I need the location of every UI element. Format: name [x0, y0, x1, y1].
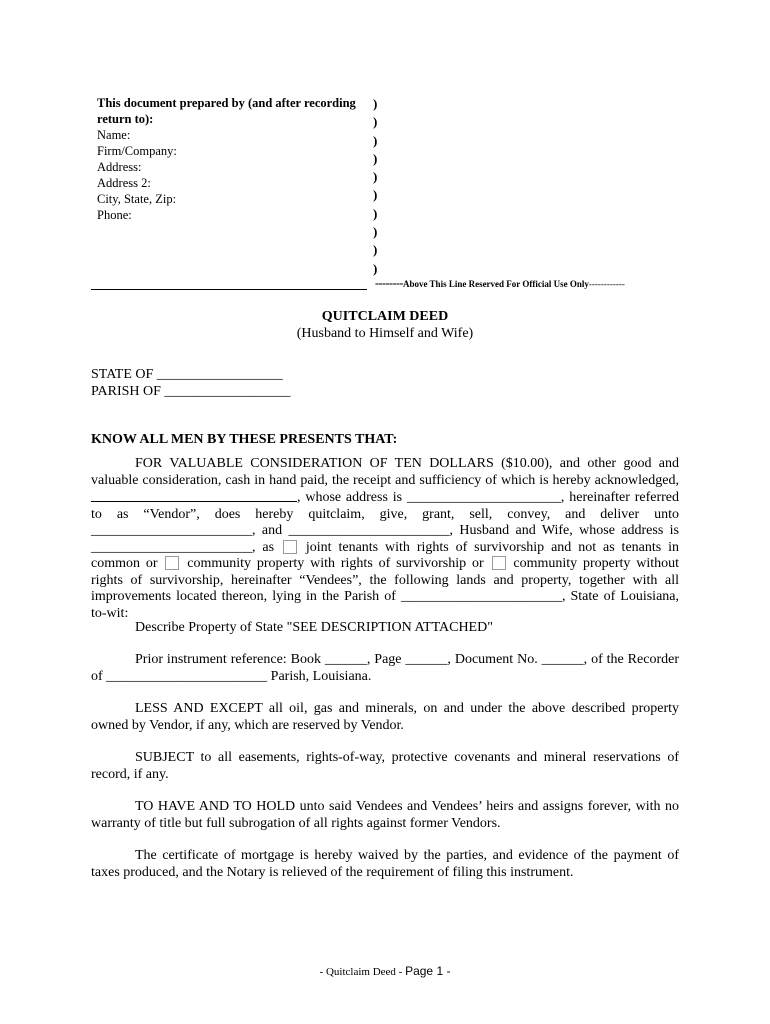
- reserved-line-notice: --------Above This Line Reserved For Official Use Only------------: [375, 276, 625, 290]
- paren: ): [373, 187, 378, 203]
- address2-field-label: Address 2:: [97, 176, 151, 190]
- describe-property-paragraph: Describe Property of State "SEE DESCRIPTION ATTACHED": [135, 620, 493, 635]
- consideration-text-4: community property with rights of survivorship or: [187, 556, 484, 571]
- paren: ): [373, 132, 378, 148]
- paren: ): [373, 242, 378, 258]
- consideration-text-5: community property without rights of survivorship, hereinafter “Vendees”, the following lands and property, together with all improvements located thereon, lying in the Parish of _______________________, State of Louisiana, to-wit:: [91, 556, 680, 621]
- paren-column: [373, 95, 385, 278]
- paren: ): [373, 205, 378, 221]
- footer-page-number: Page 1 -: [405, 964, 451, 978]
- prepared-by-heading: This document prepared by (and after recording return to):: [97, 96, 356, 126]
- paren: ): [373, 224, 378, 240]
- venue-block: [91, 366, 290, 400]
- consideration-text-2: , whose address is ______________________, hereinafter referred to as “Vendor”, does hereby quitclaim, give, grant, sell, convey, and deliver unto _______________________, and _______________________, Husband and Wife, whose address is _______________________, as: [91, 490, 679, 555]
- less-and-except-paragraph: LESS AND EXCEPT all oil, gas and minerals, on and under the above described property owned by Vendor, if any, which are reserved by Vendor.: [91, 701, 679, 733]
- preparer-block: [97, 95, 372, 223]
- state-line: STATE OF __________________: [91, 367, 283, 382]
- footer-doc-name: - Quitclaim Deed -: [319, 966, 406, 978]
- paren: ): [373, 114, 378, 130]
- certificate-paragraph: The certificate of mortgage is hereby waived by the parties, and evidence of the payment of taxes produced, and the Notary is relieved of the requirement of filing this instrument.: [91, 848, 679, 880]
- page-footer: [0, 964, 770, 978]
- document-title: QUITCLAIM DEED: [321, 309, 449, 324]
- subject-to-paragraph: SUBJECT to all easements, rights-of-way, protective covenants and mineral reservations of record, if any.: [91, 750, 679, 782]
- name-field-label: Name:: [97, 128, 131, 142]
- consideration-text-1: FOR VALUABLE CONSIDERATION OF TEN DOLLARS ($10.00), and other good and valuable consideration, cash in hand paid, the receipt and sufficiency of which is hereby acknowledged,: [91, 456, 679, 488]
- vendor-name-blank[interactable]: [91, 489, 297, 502]
- consideration-paragraph: [91, 456, 679, 622]
- city-state-zip-field-label: City, State, Zip:: [97, 192, 177, 206]
- consideration-text-3: joint tenants with rights of survivorship and not as tenants in common or: [91, 539, 680, 571]
- document-subtitle: (Husband to Himself and Wife): [296, 326, 474, 341]
- paren: ): [373, 260, 378, 276]
- community-with-survivorship-checkbox[interactable]: [165, 556, 179, 570]
- joint-tenants-checkbox[interactable]: [283, 540, 297, 554]
- header-divider-line: [91, 289, 367, 290]
- parish-line: PARISH OF __________________: [91, 384, 291, 399]
- paren: ): [373, 169, 378, 185]
- phone-field-label: Phone:: [97, 208, 132, 222]
- address-field-label: Address:: [97, 160, 142, 174]
- community-without-survivorship-checkbox[interactable]: [492, 556, 506, 570]
- prior-instrument-paragraph: Prior instrument reference: Book ______, Page ______, Document No. ______, of the Recorder of _______________________ Parish, Louisiana.: [91, 652, 679, 684]
- know-all-heading: KNOW ALL MEN BY THESE PRESENTS THAT:: [91, 432, 398, 447]
- paren: ): [373, 96, 378, 111]
- paren: ): [373, 150, 378, 166]
- firm-field-label: Firm/Company:: [97, 144, 177, 158]
- habendum-paragraph: TO HAVE AND TO HOLD unto said Vendees and Vendees’ heirs and assigns forever, with no warranty of title but full subrogation of all rights against former Vendors.: [91, 799, 679, 831]
